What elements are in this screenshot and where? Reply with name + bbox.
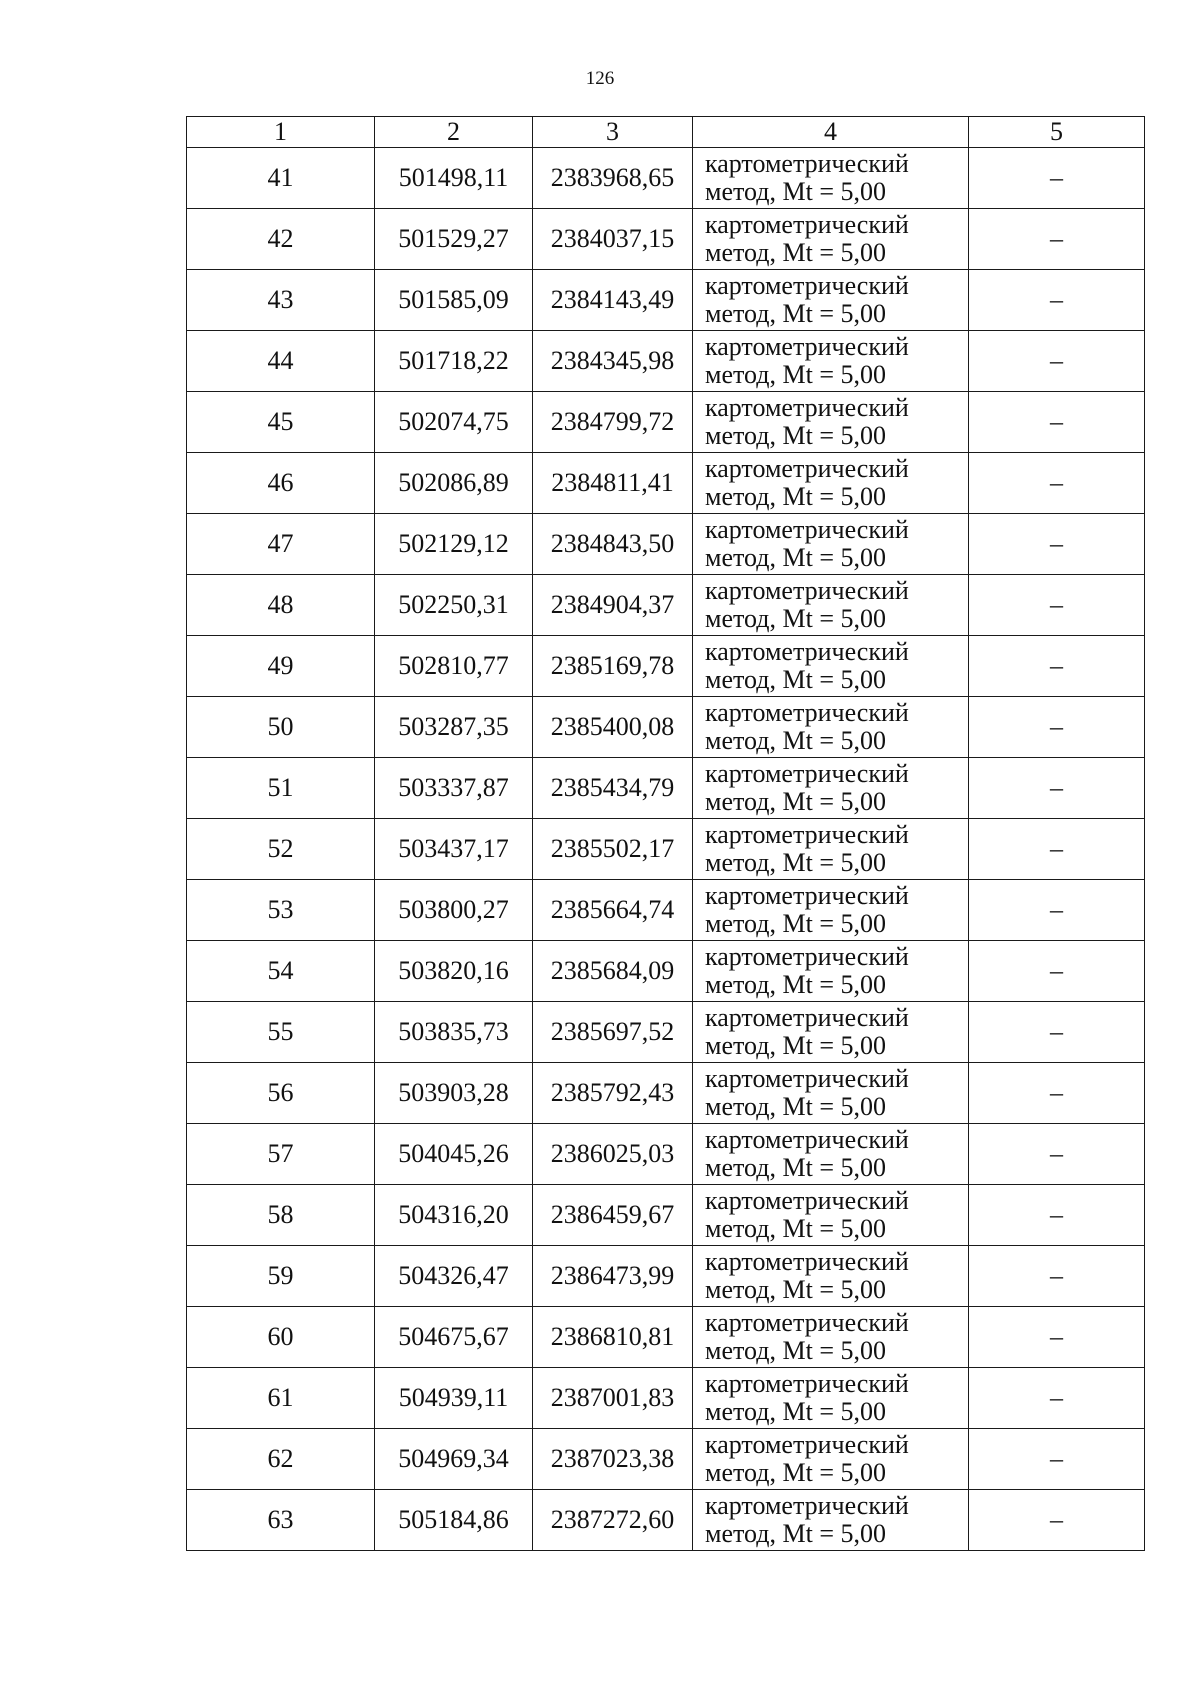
x-coordinate-cell: 502074,75 [375, 392, 533, 453]
y-coordinate-cell: 2384037,15 [533, 209, 693, 270]
table-row [187, 1124, 1145, 1185]
header-col-3: 3 [533, 117, 693, 148]
note-cell: – [969, 1429, 1145, 1490]
x-coordinate-cell: 504316,20 [375, 1185, 533, 1246]
y-coordinate-cell: 2384799,72 [533, 392, 693, 453]
method-cell [693, 697, 969, 758]
table-row [187, 1368, 1145, 1429]
point-number-cell: 57 [187, 1124, 375, 1185]
note-cell: – [969, 1368, 1145, 1429]
header-col-5: 5 [969, 117, 1145, 148]
method-text-line-1: картометрический [705, 271, 909, 300]
x-coordinate-cell: 503437,17 [375, 819, 533, 880]
x-coordinate-cell: 505184,86 [375, 1490, 533, 1551]
note-cell: – [969, 819, 1145, 880]
x-coordinate-cell: 501585,09 [375, 270, 533, 331]
y-coordinate-cell: 2384904,37 [533, 575, 693, 636]
x-coordinate-cell: 504675,67 [375, 1307, 533, 1368]
point-number-cell: 47 [187, 514, 375, 575]
method-cell [693, 1490, 969, 1551]
method-text-line-1: картометрический [705, 393, 909, 422]
note-cell: – [969, 941, 1145, 1002]
note-cell: – [969, 1246, 1145, 1307]
point-number-cell: 54 [187, 941, 375, 1002]
method-text-line-1: картометрический [705, 1430, 909, 1459]
method-text-line-1: картометрический [705, 576, 909, 605]
note-cell: – [969, 1063, 1145, 1124]
table-row [187, 941, 1145, 1002]
method-cell [693, 1124, 969, 1185]
point-number-cell: 60 [187, 1307, 375, 1368]
x-coordinate-cell: 503903,28 [375, 1063, 533, 1124]
method-text-line-2: метод, Mt = 5,00 [705, 970, 886, 999]
note-cell: – [969, 636, 1145, 697]
point-number-cell: 50 [187, 697, 375, 758]
x-coordinate-cell: 501498,11 [375, 148, 533, 209]
table-row [187, 1063, 1145, 1124]
y-coordinate-cell: 2385684,09 [533, 941, 693, 1002]
note-cell: – [969, 758, 1145, 819]
method-cell [693, 392, 969, 453]
y-coordinate-cell: 2387023,38 [533, 1429, 693, 1490]
table-row [187, 514, 1145, 575]
method-cell [693, 1185, 969, 1246]
point-number-cell: 51 [187, 758, 375, 819]
method-cell [693, 453, 969, 514]
method-text-line-1: картометрический [705, 1308, 909, 1337]
x-coordinate-cell: 502250,31 [375, 575, 533, 636]
method-text-line-1: картометрический [705, 1247, 909, 1276]
point-number-cell: 59 [187, 1246, 375, 1307]
note-cell: – [969, 1002, 1145, 1063]
method-text-line-2: метод, Mt = 5,00 [705, 299, 886, 328]
method-text-line-2: метод, Mt = 5,00 [705, 665, 886, 694]
y-coordinate-cell: 2384345,98 [533, 331, 693, 392]
method-text-line-2: метод, Mt = 5,00 [705, 482, 886, 511]
method-text-line-1: картометрический [705, 820, 909, 849]
point-number-cell: 41 [187, 148, 375, 209]
header-row [187, 117, 1145, 148]
point-number-cell: 43 [187, 270, 375, 331]
x-coordinate-cell: 503337,87 [375, 758, 533, 819]
point-number-cell: 56 [187, 1063, 375, 1124]
y-coordinate-cell: 2385792,43 [533, 1063, 693, 1124]
method-text-line-1: картометрический [705, 1064, 909, 1093]
method-cell [693, 1307, 969, 1368]
page-number: 126 [585, 68, 615, 89]
method-text-line-1: картометрический [705, 1186, 909, 1215]
method-cell [693, 331, 969, 392]
method-text-line-1: картометрический [705, 1369, 909, 1398]
method-text-line-1: картометрический [705, 759, 909, 788]
table-row [187, 575, 1145, 636]
y-coordinate-cell: 2386810,81 [533, 1307, 693, 1368]
method-text-line-1: картометрический [705, 210, 909, 239]
method-text-line-1: картометрический [705, 637, 909, 666]
method-cell [693, 1368, 969, 1429]
method-text-line-2: метод, Mt = 5,00 [705, 848, 886, 877]
table-row [187, 1185, 1145, 1246]
method-cell [693, 880, 969, 941]
point-number-cell: 48 [187, 575, 375, 636]
x-coordinate-cell: 503835,73 [375, 1002, 533, 1063]
note-cell: – [969, 331, 1145, 392]
note-cell: – [969, 209, 1145, 270]
y-coordinate-cell: 2385697,52 [533, 1002, 693, 1063]
x-coordinate-cell: 501718,22 [375, 331, 533, 392]
method-text-line-2: метод, Mt = 5,00 [705, 543, 886, 572]
y-coordinate-cell: 2386459,67 [533, 1185, 693, 1246]
x-coordinate-cell: 503820,16 [375, 941, 533, 1002]
method-text-line-1: картометрический [705, 332, 909, 361]
coordinates-table [186, 116, 1145, 1551]
note-cell: – [969, 575, 1145, 636]
table-row [187, 1490, 1145, 1551]
header-col-4: 4 [693, 117, 969, 148]
table-row [187, 1002, 1145, 1063]
method-text-line-1: картометрический [705, 881, 909, 910]
table-row [187, 392, 1145, 453]
method-cell [693, 1429, 969, 1490]
y-coordinate-cell: 2385169,78 [533, 636, 693, 697]
point-number-cell: 58 [187, 1185, 375, 1246]
table-row [187, 1307, 1145, 1368]
method-text-line-2: метод, Mt = 5,00 [705, 238, 886, 267]
x-coordinate-cell: 503287,35 [375, 697, 533, 758]
note-cell: – [969, 270, 1145, 331]
method-text-line-1: картометрический [705, 942, 909, 971]
method-text-line-1: картометрический [705, 1125, 909, 1154]
table-row [187, 148, 1145, 209]
point-number-cell: 44 [187, 331, 375, 392]
method-text-line-2: метод, Mt = 5,00 [705, 604, 886, 633]
method-text-line-2: метод, Mt = 5,00 [705, 909, 886, 938]
table-row [187, 209, 1145, 270]
x-coordinate-cell: 503800,27 [375, 880, 533, 941]
table-row [187, 697, 1145, 758]
point-number-cell: 61 [187, 1368, 375, 1429]
method-text-line-2: метод, Mt = 5,00 [705, 1092, 886, 1121]
table-row [187, 331, 1145, 392]
header-col-2: 2 [375, 117, 533, 148]
note-cell: – [969, 1124, 1145, 1185]
method-text-line-2: метод, Mt = 5,00 [705, 787, 886, 816]
method-cell [693, 270, 969, 331]
method-cell [693, 575, 969, 636]
x-coordinate-cell: 504326,47 [375, 1246, 533, 1307]
point-number-cell: 63 [187, 1490, 375, 1551]
y-coordinate-cell: 2385502,17 [533, 819, 693, 880]
table-row [187, 880, 1145, 941]
table-body [187, 148, 1145, 1551]
table-row [187, 636, 1145, 697]
method-cell [693, 758, 969, 819]
note-cell: – [969, 1185, 1145, 1246]
y-coordinate-cell: 2387272,60 [533, 1490, 693, 1551]
point-number-cell: 55 [187, 1002, 375, 1063]
table-row [187, 758, 1145, 819]
method-text-line-2: метод, Mt = 5,00 [705, 726, 886, 755]
method-text-line-1: картометрический [705, 149, 909, 178]
point-number-cell: 53 [187, 880, 375, 941]
method-text-line-2: метод, Mt = 5,00 [705, 1214, 886, 1243]
header-col-1: 1 [187, 117, 375, 148]
method-cell [693, 514, 969, 575]
point-number-cell: 42 [187, 209, 375, 270]
method-text-line-2: метод, Mt = 5,00 [705, 1336, 886, 1365]
method-cell [693, 636, 969, 697]
note-cell: – [969, 392, 1145, 453]
y-coordinate-cell: 2384843,50 [533, 514, 693, 575]
table-row [187, 819, 1145, 880]
method-cell [693, 148, 969, 209]
table-row [187, 1246, 1145, 1307]
x-coordinate-cell: 504969,34 [375, 1429, 533, 1490]
y-coordinate-cell: 2385400,08 [533, 697, 693, 758]
x-coordinate-cell: 502810,77 [375, 636, 533, 697]
y-coordinate-cell: 2384143,49 [533, 270, 693, 331]
method-text-line-2: метод, Mt = 5,00 [705, 1153, 886, 1182]
method-text-line-2: метод, Mt = 5,00 [705, 421, 886, 450]
method-text-line-1: картометрический [705, 1491, 909, 1520]
y-coordinate-cell: 2386025,03 [533, 1124, 693, 1185]
y-coordinate-cell: 2387001,83 [533, 1368, 693, 1429]
method-text-line-2: метод, Mt = 5,00 [705, 360, 886, 389]
note-cell: – [969, 1307, 1145, 1368]
note-cell: – [969, 514, 1145, 575]
table-row [187, 270, 1145, 331]
point-number-cell: 52 [187, 819, 375, 880]
point-number-cell: 49 [187, 636, 375, 697]
method-text-line-1: картометрический [705, 454, 909, 483]
method-text-line-1: картометрический [705, 1003, 909, 1032]
note-cell: – [969, 453, 1145, 514]
x-coordinate-cell: 502129,12 [375, 514, 533, 575]
y-coordinate-cell: 2385434,79 [533, 758, 693, 819]
x-coordinate-cell: 502086,89 [375, 453, 533, 514]
y-coordinate-cell: 2386473,99 [533, 1246, 693, 1307]
method-text-line-2: метод, Mt = 5,00 [705, 1275, 886, 1304]
note-cell: – [969, 697, 1145, 758]
y-coordinate-cell: 2383968,65 [533, 148, 693, 209]
y-coordinate-cell: 2385664,74 [533, 880, 693, 941]
method-cell [693, 1002, 969, 1063]
method-text-line-1: картометрический [705, 698, 909, 727]
method-text-line-2: метод, Mt = 5,00 [705, 177, 886, 206]
method-cell [693, 1246, 969, 1307]
method-cell [693, 941, 969, 1002]
method-cell [693, 819, 969, 880]
method-text-line-2: метод, Mt = 5,00 [705, 1458, 886, 1487]
note-cell: – [969, 1490, 1145, 1551]
method-text-line-1: картометрический [705, 515, 909, 544]
note-cell: – [969, 880, 1145, 941]
x-coordinate-cell: 501529,27 [375, 209, 533, 270]
x-coordinate-cell: 504045,26 [375, 1124, 533, 1185]
method-cell [693, 209, 969, 270]
table-row [187, 1429, 1145, 1490]
method-text-line-2: метод, Mt = 5,00 [705, 1519, 886, 1548]
table-header [187, 117, 1145, 148]
y-coordinate-cell: 2384811,41 [533, 453, 693, 514]
note-cell: – [969, 148, 1145, 209]
point-number-cell: 62 [187, 1429, 375, 1490]
method-cell [693, 1063, 969, 1124]
table-row [187, 453, 1145, 514]
x-coordinate-cell: 504939,11 [375, 1368, 533, 1429]
method-text-line-2: метод, Mt = 5,00 [705, 1397, 886, 1426]
point-number-cell: 46 [187, 453, 375, 514]
method-text-line-2: метод, Mt = 5,00 [705, 1031, 886, 1060]
point-number-cell: 45 [187, 392, 375, 453]
